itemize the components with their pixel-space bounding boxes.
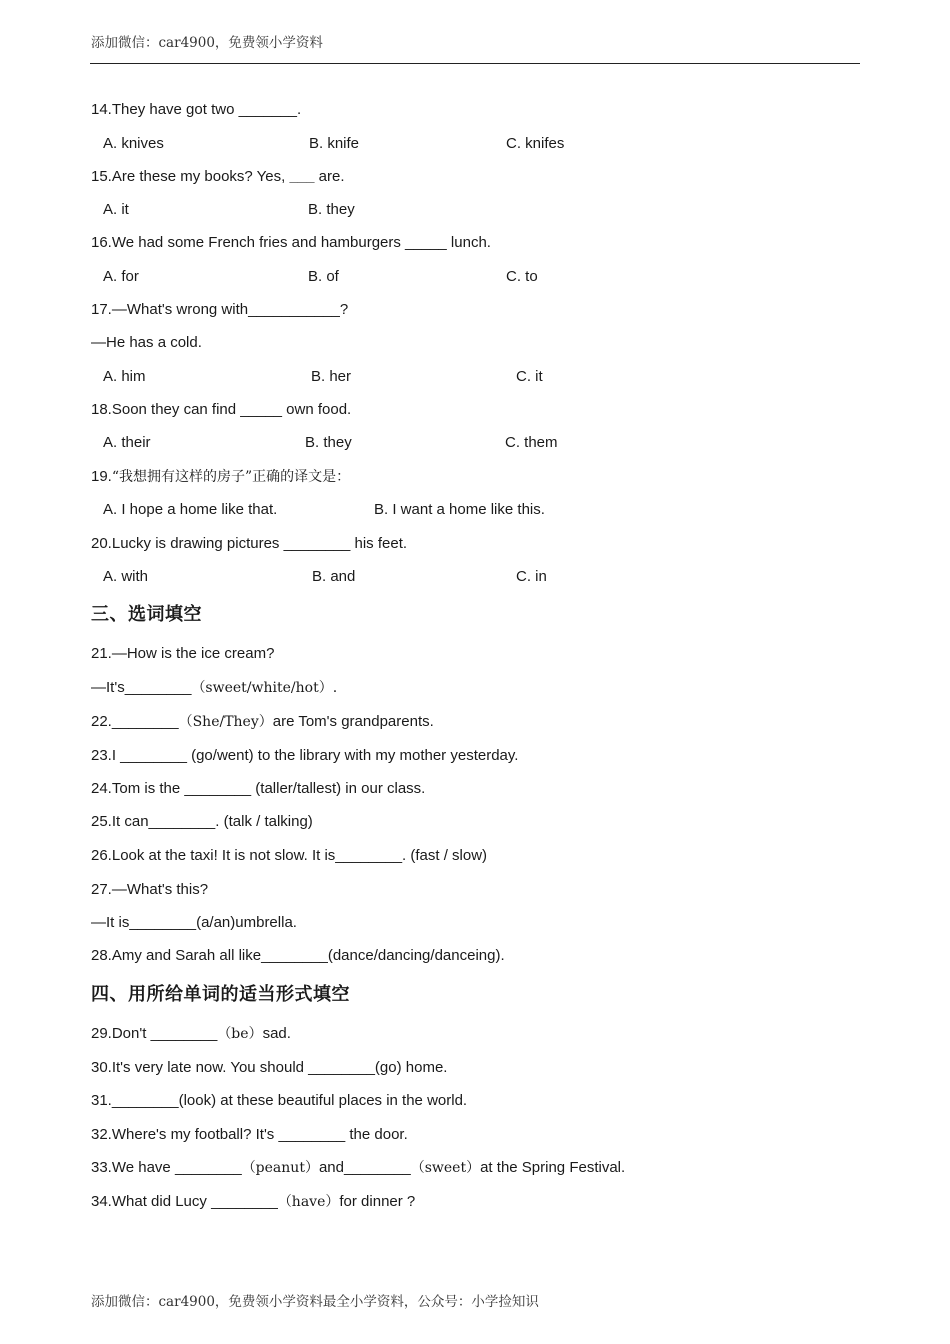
q20-option-b: B. and bbox=[312, 568, 356, 585]
section-4-title: 四、用所给单词的适当形式填空 bbox=[91, 984, 350, 1005]
q18-option-c: C. them bbox=[505, 434, 558, 451]
question-18: 18.Soon they can find _____ own food. bbox=[91, 401, 352, 418]
q19-stem: “我想拥有这样的房子”正确的译文是： bbox=[111, 469, 351, 485]
q22-options: （She/They） bbox=[178, 714, 273, 730]
q17-option-b: B. her bbox=[311, 368, 352, 385]
q21-reply bbox=[91, 678, 337, 698]
q22-post: are Tom's grandparents. bbox=[272, 713, 434, 730]
q29-post: sad. bbox=[262, 1025, 291, 1042]
q15-blank: ___ bbox=[289, 168, 315, 185]
question-20: 20.Lucky is drawing pictures ________ his feet. bbox=[91, 535, 408, 552]
question-32: 32.Where's my football? It's ________ the door. bbox=[91, 1126, 408, 1143]
q21-reply-options: （sweet/white/hot）. bbox=[191, 680, 338, 696]
section-3-title: 三、选词填空 bbox=[91, 604, 202, 625]
question-21: 21.—How is the ice cream? bbox=[91, 645, 275, 662]
q19-number: 19. bbox=[91, 468, 112, 485]
q17-option-c: C. it bbox=[516, 368, 543, 385]
q34-options: （have） bbox=[277, 1194, 340, 1210]
question-26: 26.Look at the taxi! It is not slow. It is________. (fast / slow) bbox=[91, 847, 488, 864]
q33-mid: and________ bbox=[318, 1159, 411, 1176]
q14-option-a: A. knives bbox=[103, 135, 164, 152]
q34-post: for dinner ? bbox=[339, 1193, 416, 1210]
q29-options: （be） bbox=[217, 1026, 263, 1042]
question-34 bbox=[91, 1192, 415, 1212]
q15-option-a: A. it bbox=[103, 201, 129, 218]
q19-option-b: B. I want a home like this. bbox=[374, 501, 545, 518]
q33-pre: 33.We have ________ bbox=[91, 1159, 242, 1176]
header-divider bbox=[90, 63, 860, 64]
question-29 bbox=[91, 1024, 291, 1044]
q14-option-c: C. knifes bbox=[506, 135, 565, 152]
question-23: 23.I ________ (go/went) to the library with my mother yesterday. bbox=[91, 747, 519, 764]
q33-option-2: （sweet） bbox=[410, 1160, 481, 1176]
question-27: 27.—What's this? bbox=[91, 881, 209, 898]
q14-option-b: B. knife bbox=[309, 135, 360, 152]
question-30: 30.It's very late now. You should ________(go) home. bbox=[91, 1059, 448, 1076]
q17-option-a: A. him bbox=[103, 368, 146, 385]
q16-option-b: B. of bbox=[308, 268, 339, 285]
q16-option-a: A. for bbox=[103, 268, 139, 285]
question-25: 25.It can________. (talk / talking) bbox=[91, 813, 313, 830]
q22-pre: 22.________ bbox=[91, 713, 179, 730]
q17-reply: —He has a cold. bbox=[91, 334, 202, 351]
q15-stem-pre: 15.Are these my books? Yes, bbox=[91, 168, 290, 185]
question-14: 14.They have got two _______. bbox=[91, 101, 302, 118]
question-33 bbox=[91, 1158, 625, 1178]
question-22 bbox=[91, 712, 434, 732]
q27-reply: —It is________(a/an)umbrella. bbox=[91, 914, 297, 931]
q15-option-b: B. they bbox=[308, 201, 355, 218]
page-header: 添加微信：car4900，免费领小学资料 bbox=[91, 35, 323, 51]
q29-pre: 29.Don't ________ bbox=[91, 1025, 218, 1042]
q34-pre: 34.What did Lucy ________ bbox=[91, 1193, 278, 1210]
question-19 bbox=[91, 467, 350, 487]
question-15 bbox=[91, 167, 345, 187]
question-17: 17.—What's wrong with___________? bbox=[91, 301, 349, 318]
q18-option-a: A. their bbox=[103, 434, 151, 451]
q20-option-c: C. in bbox=[516, 568, 547, 585]
page-footer: 添加微信：car4900，免费领小学资料最全小学资料，公众号：小学捡知识 bbox=[91, 1294, 539, 1310]
q21-reply-pre: —It's________ bbox=[91, 679, 192, 696]
q16-option-c: C. to bbox=[506, 268, 538, 285]
q19-option-a: A. I hope a home like that. bbox=[103, 501, 278, 518]
q33-post: at the Spring Festival. bbox=[480, 1159, 626, 1176]
q18-option-b: B. they bbox=[305, 434, 352, 451]
q33-option-1: （peanut） bbox=[241, 1160, 319, 1176]
question-24: 24.Tom is the ________ (taller/tallest) in our class. bbox=[91, 780, 426, 797]
question-16: 16.We had some French fries and hamburgers _____ lunch. bbox=[91, 234, 491, 251]
question-31: 31.________(look) at these beautiful places in the world. bbox=[91, 1092, 468, 1109]
question-28: 28.Amy and Sarah all like________(dance/dancing/danceing). bbox=[91, 947, 505, 964]
q15-stem-post: are. bbox=[314, 168, 345, 185]
q20-option-a: A. with bbox=[103, 568, 149, 585]
